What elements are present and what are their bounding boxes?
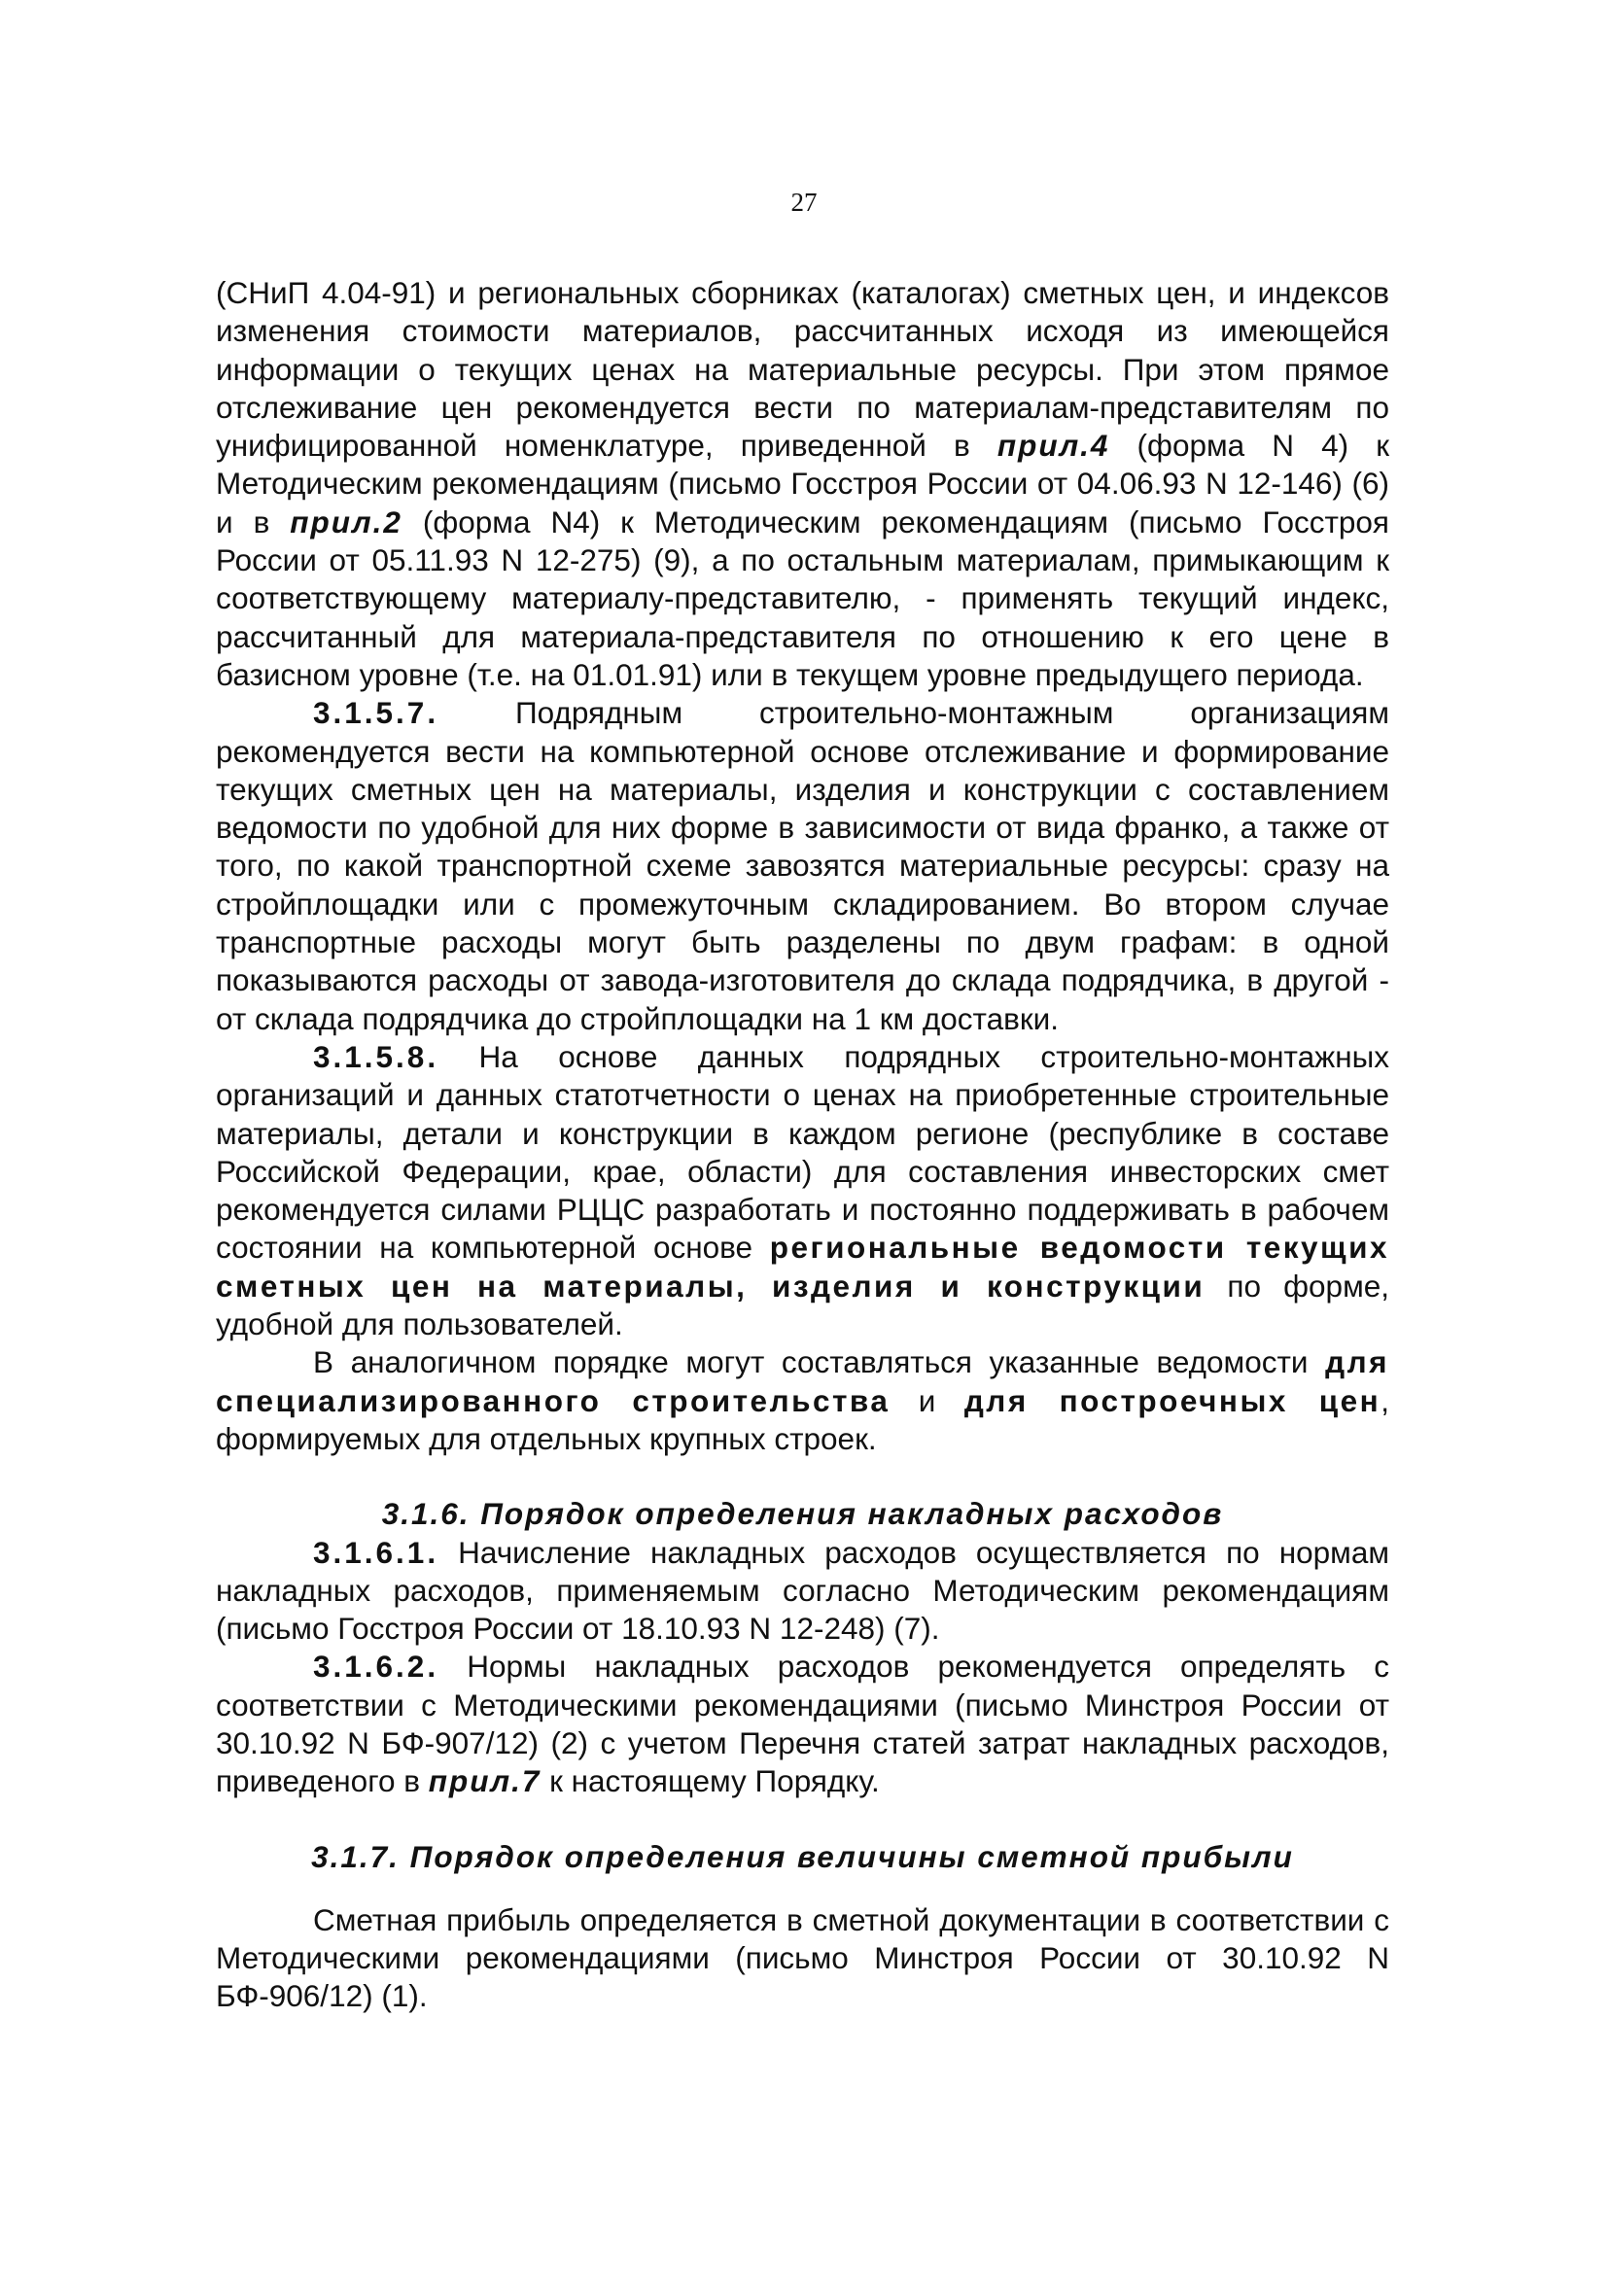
paragraph-3-1-6-1: 3.1.6.1. Начисление накладных расходов осуществляется по нормам накладных расходов, применяемым согласно Методическим рекомендациям (письмо Госстроя России от 18.10.93 N 12-248) (7). <box>216 1534 1389 1647</box>
paragraph-estimated-profit: Сметная прибыль определяется в сметной документации в соответствии с Методическими рекомендациями (письмо Минстроя России от 30.10.92 N БФ-906/12) (1). <box>216 1901 1389 2014</box>
page-content <box>216 274 1389 2016</box>
emphasized-text: для построечных цен <box>963 1382 1381 1418</box>
paragraph-similar-order: В аналогичном порядке могут составляться указанные ведомости для специализированного строительства и для построечных цен, формируемых для отдельных крупных строек. <box>216 1344 1389 1456</box>
appendix-reference: прил.2 <box>290 504 402 539</box>
paragraph-continuation: (СНиП 4.04-91) и региональных сборниках (каталогах) сметных цен, и индексов изменения стоимости материалов, рассчитанных исходя из имеющейся информации о текущих ценах на материальные ресурсы. При этом прямое отслеживание цен рекомендуется вести по материалам-представителям по унифицированной номенклатуре, приведенной в прил.4 (форма N 4) к Методическим рекомендациям (письмо Госстроя России от 04.06.93 N 12-146) (6) и в прил.2 (форма N4) к Методическим рекомендациям (письмо Госстроя России от 05.11.93 N 12-275) (9), а по остальным материалам, примыкающим к соответствующему материалу-представителю, - применять текущий индекс, рассчитанный для материала-представителя по отношению к его цене в базисном уровне (т.е. на 01.01.91) или в текущем уровне предыдущего периода. <box>216 275 1389 692</box>
clause-number: 3.1.5.8. <box>313 1038 439 1074</box>
appendix-reference: прил.7 <box>428 1763 542 1799</box>
paragraph-3-1-6-2: 3.1.6.2. Нормы накладных расходов рекомендуется определять с соответствии с Методическими рекомендациями (письмо Минстроя России от 30.10.92 N БФ-907/12) (2) с учетом Перечня статей затрат накладных расходов, приведеного в прил.7 к настоящему Порядку. <box>216 1649 1389 1799</box>
clause-number: 3.1.6.2. <box>313 1649 439 1685</box>
section-heading-3-1-6: 3.1.6. Порядок определения накладных расходов <box>381 1496 1224 1532</box>
paragraph-3-1-5-8: 3.1.5.8. На основе данных подрядных строительно-монтажных организаций и данных статотчетности о ценах на приобретенные строительные материалы, детали и конструкции в каждом регионе (республике в составе Российской Федерации, крае, области) для составления инвесторских смет рекомендуется силами РЦЦС разработать и постоянно поддерживать в рабочем состоянии на компьютерной основе региональные ведомости текущих сметных цен на материалы, изделия и конструкции по форме, удобной для пользователей. <box>216 1038 1390 1342</box>
paragraph-3-1-5-7: 3.1.5.7. Подрядным строительно-монтажным организациям рекомендуется вести на компьютерной основе отслеживание и формирование текущих сметных цен на материалы, изделия и конструкции с составлением ведомости по удобной для них форме в зависимости от вида франко, а также от того, по какой транспортной схеме завозятся материальные ресурсы: сразу на стройплощадки или с промежуточным складированием. Во втором случае транспортные расходы могут быть разделены по двум графам: в одной показываются расходы от завода-изготовителя до склада подрядчика, в другой - от склада подрядчика до стройплощадки на 1 км доставки. <box>216 695 1389 1036</box>
appendix-reference: прил.4 <box>996 428 1110 464</box>
emphasized-text: для специализированного строительства <box>216 1344 1389 1418</box>
clause-number: 3.1.5.7. <box>313 695 439 731</box>
emphasized-text: региональные ведомости текущих сметных цен на материалы, изделия и конструкции <box>216 1230 1390 1304</box>
page-number: 27 <box>790 188 818 217</box>
section-heading-3-1-7: 3.1.7. Порядок определения величины сметной прибыли <box>311 1838 1294 1874</box>
clause-number: 3.1.6.1. <box>313 1534 439 1570</box>
